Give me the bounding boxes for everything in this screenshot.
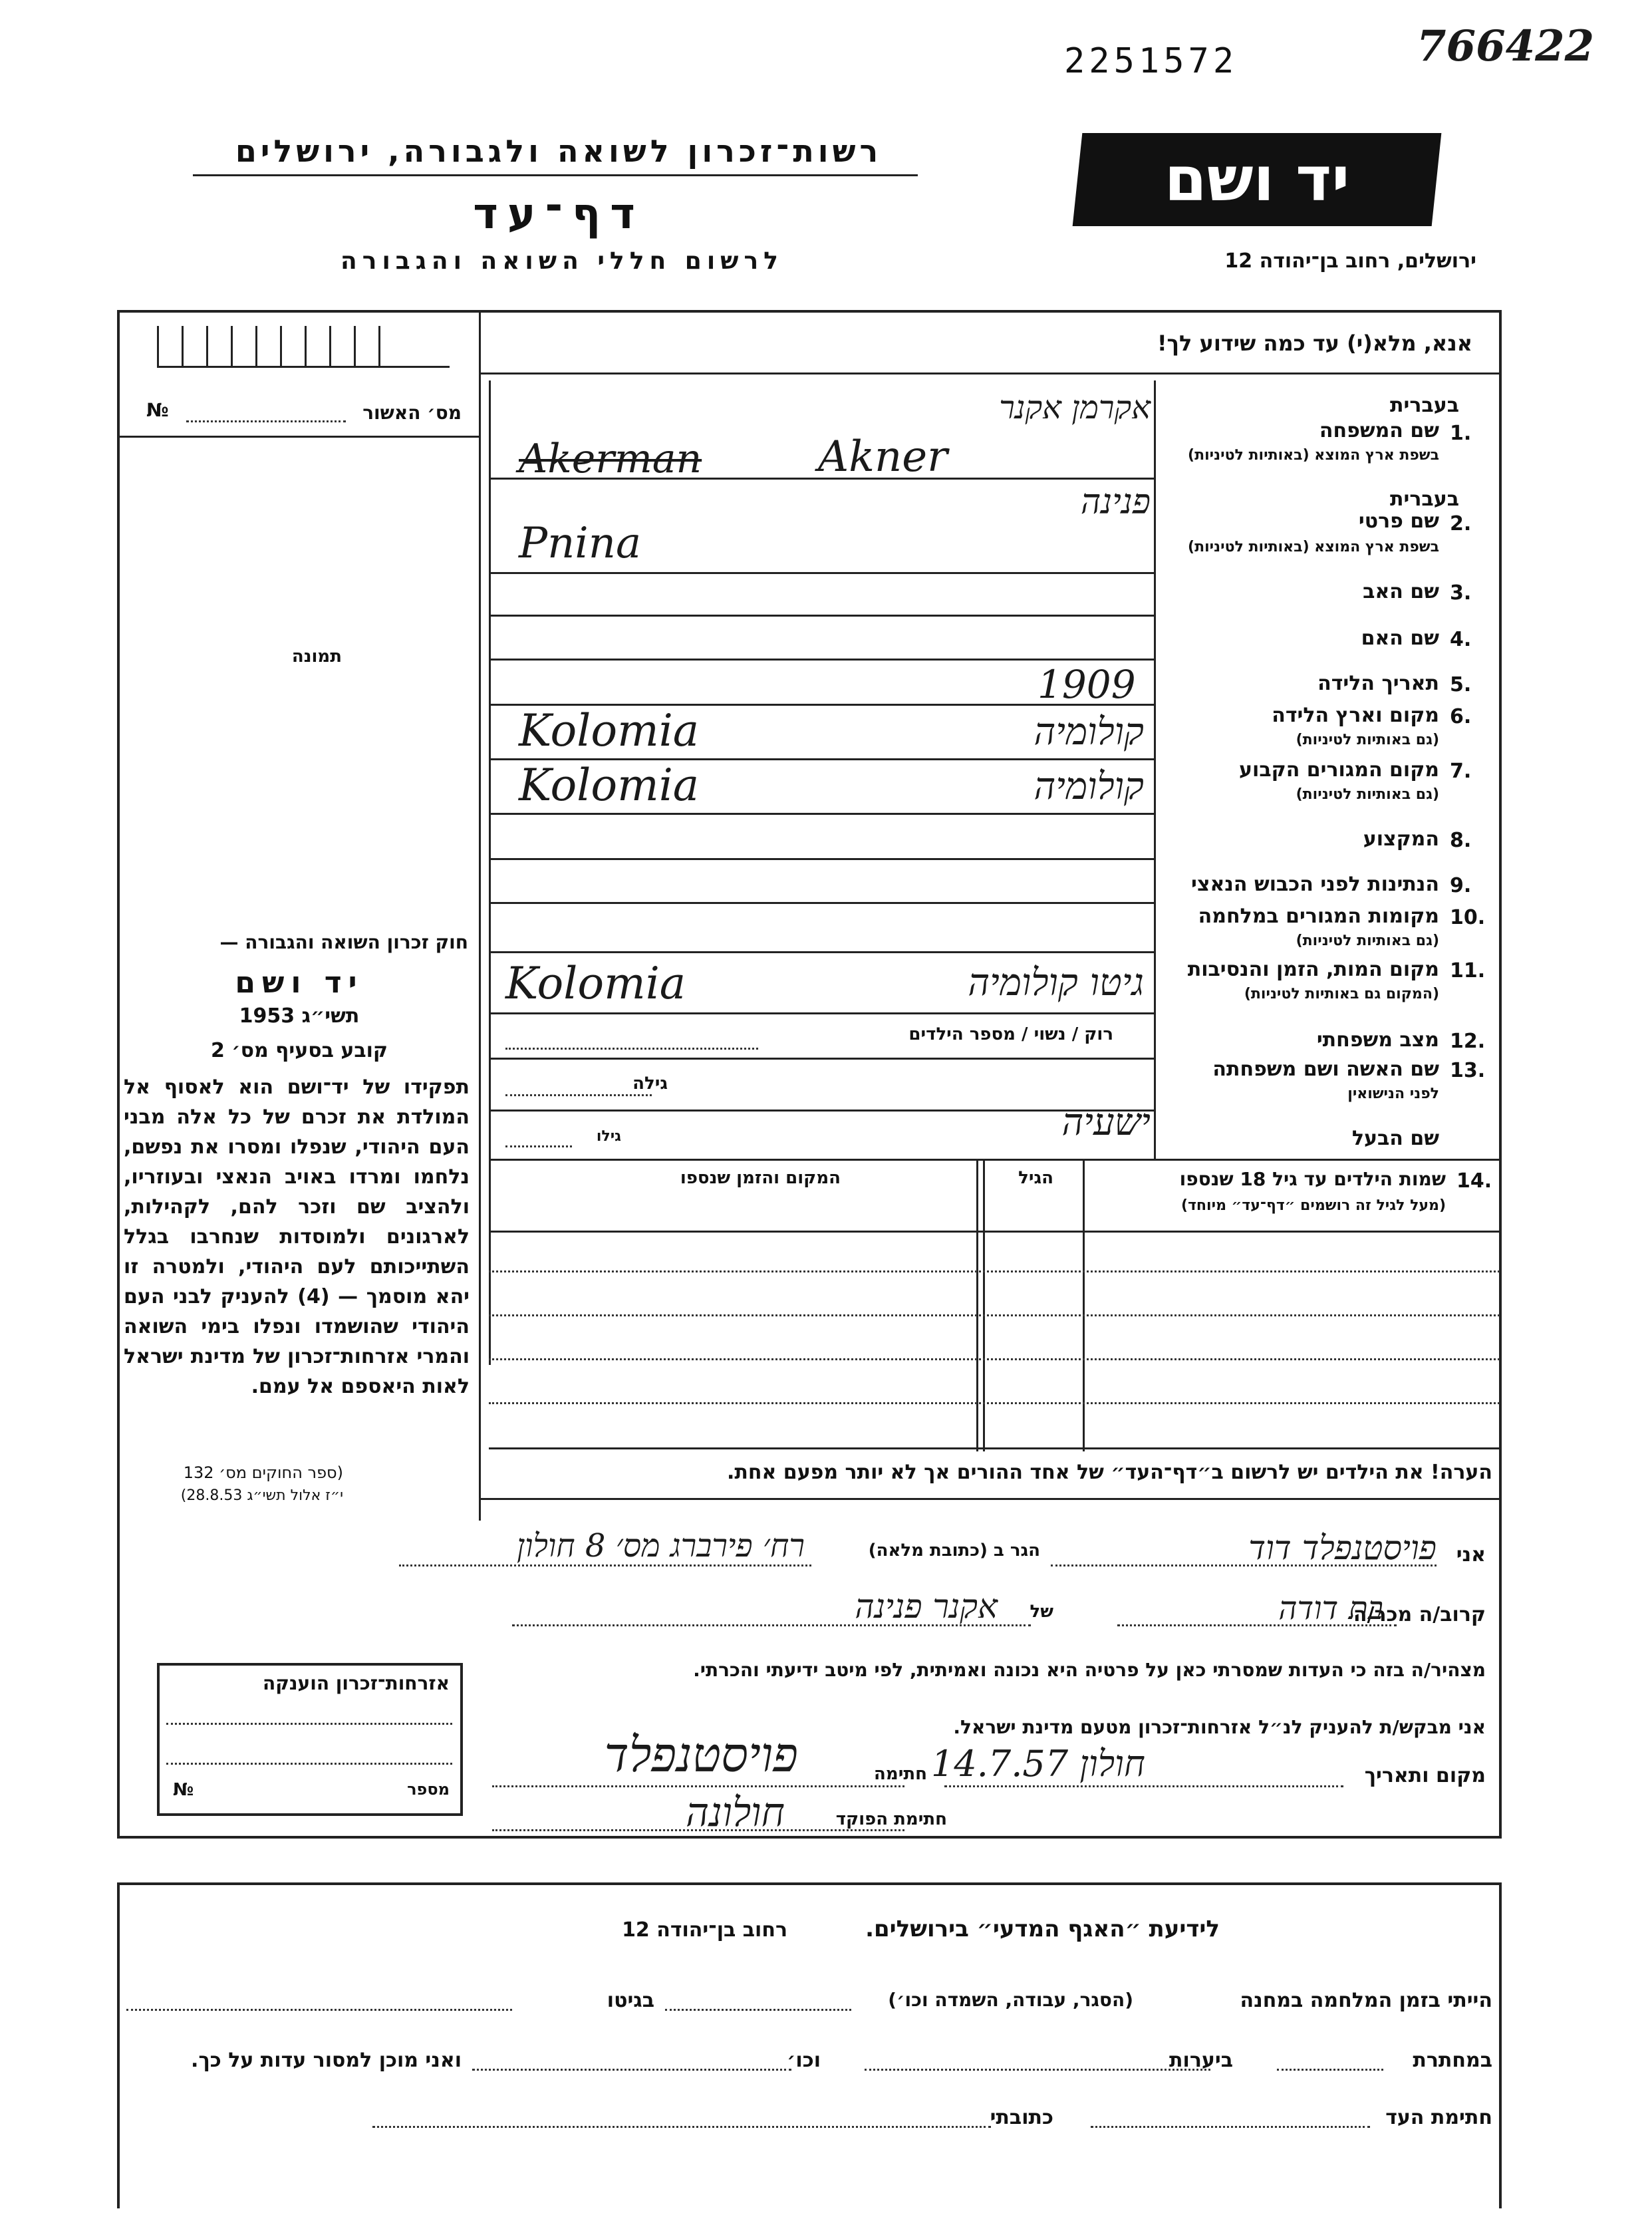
place-date-line (944, 1785, 1343, 1787)
sidebar-year: תשי״ג 1953 (239, 1004, 360, 1028)
bottom-line2-dots-b (865, 2069, 1210, 2071)
field-label-7: מקום המגורים הקבוע (1239, 758, 1439, 782)
field-label-6: מקום וארץ הלידה (1272, 704, 1439, 727)
field-label-9: הנתינות לפני הכבוש הנאצי (1191, 873, 1439, 896)
form-title: דף־עד (473, 190, 644, 239)
citizenship-number-label: מספר (407, 1780, 450, 1799)
bottom-line3-b: כתובתי (990, 2106, 1053, 2129)
children-row-line (489, 1270, 1500, 1272)
place-date-label: מקום ותאריך (1364, 1764, 1486, 1787)
citizenship-box (157, 1663, 463, 1816)
field-sub-11: (המקום גם באותיות לטיניות) (1244, 986, 1439, 1002)
hw-residence-he: קולומיה (1033, 765, 1144, 808)
sidebar-law-ref: (ספר החוקים מס׳ 132 (183, 1463, 343, 1482)
hw-birth-year: 1909 (1037, 662, 1136, 707)
hw-relation: בת דודה (1278, 1590, 1383, 1627)
bottom-heading: לידיעת ״האגף המדעי״ בירושלים. (865, 1916, 1220, 1942)
children-num: 14. (1456, 1169, 1492, 1193)
citizenship-symbol: № (173, 1780, 194, 1800)
hw-declarant-name: פויסטנפלד דוד (1248, 1529, 1437, 1567)
bottom-line1-a: הייתי בזמן המלחמה במחנה (1240, 1989, 1492, 2012)
field-num-2: 2. (1450, 512, 1472, 535)
relative-label: קרוב/ה מכר/ה (1353, 1603, 1486, 1626)
bottom-line2-dots-a (1277, 2069, 1383, 2071)
field-sub-6: (גם באותיות לטיניות) (1296, 732, 1439, 748)
approval-number-line (186, 420, 346, 422)
bottom-line1-c: בגיטו (607, 1989, 654, 2012)
bottom-heading-address: רחוב בן־יהודה 12 (622, 1918, 787, 1942)
field-line (489, 1012, 1154, 1014)
children-header-line (489, 1231, 1500, 1233)
institution-underline (193, 174, 918, 176)
hw-husband: ישעיה (1061, 1101, 1151, 1144)
checkbox-strip (157, 326, 450, 368)
field-num-7: 7. (1450, 760, 1472, 783)
hw-residence-latin: Kolomia (519, 760, 700, 811)
children-col-place: המקום והזמן שנספו (680, 1168, 841, 1188)
field-line (489, 615, 1154, 617)
signature-label: חתימה (874, 1764, 927, 1784)
hw-family-latin: Akner (818, 432, 948, 482)
request-text: אני מבקש/ת להעניק לנ״ל אזרחות־זכרון מטעם מדינת ישראל. (953, 1716, 1486, 1738)
approval-number-label: מס׳ האשור (362, 402, 462, 424)
children-note: (מעל לגיל זה רושמים ״דף־עד״ מיוחד) (1180, 1197, 1446, 1214)
citizenship-line (166, 1763, 452, 1765)
children-row-line (489, 1358, 1500, 1360)
children-row-line (489, 1314, 1500, 1316)
approval-number-symbol: № (146, 399, 169, 421)
field-num-8: 8. (1450, 829, 1472, 852)
hw-first-he: פנינה (1080, 482, 1151, 522)
bottom-line3-dots-b (372, 2126, 991, 2128)
declaration-text: מצהיר/ה בזה כי העדות שמסרתי כאן על פרטיה היא נכונה ואמיתית, לפי מיטב ידיעתי והכרתי. (693, 1659, 1486, 1681)
children-col-divider-2 (976, 1159, 978, 1451)
field-label-5: תאריך הלידה (1317, 672, 1439, 695)
bottom-line2-dots-c (472, 2069, 791, 2071)
age-line-wife (505, 1094, 652, 1096)
officer-signature-label: חתימת הפוקד (835, 1809, 947, 1829)
i-label: אני (1456, 1543, 1486, 1566)
field-line (489, 572, 1154, 574)
photo-label: תמונה (291, 647, 342, 667)
hw-family-he: אקרמן אקנר (999, 389, 1151, 426)
bottom-line1-dots-a (665, 2009, 851, 2011)
field-line (489, 1058, 1154, 1060)
field-sub-2: בשפת ארץ המוצא (באותיות לטיניות) (1188, 539, 1439, 555)
answer-left-border (489, 380, 491, 1365)
bottom-line2-c: וכו׳ (787, 2049, 821, 2072)
field-line (489, 813, 1154, 815)
hw-death-place-he: גיטו קולומיה (968, 961, 1144, 1004)
field-line (489, 659, 1154, 661)
hw-family-latin-crossed: Akerman (519, 436, 702, 482)
field-label-3: שם האב (1363, 580, 1439, 603)
logo-text: יד ושם (1164, 144, 1350, 215)
hw-death-place-latin: Kolomia (505, 958, 686, 1009)
sidebar-section: קובע בסעיף מס׳ 2 (210, 1039, 388, 1062)
bottom-line2-b: ביערות (1169, 2049, 1233, 2072)
field-num-11: 11. (1450, 959, 1486, 982)
in-hebrew-2: בעברית (1390, 488, 1459, 511)
sidebar-logo: יד ושם (235, 966, 364, 1000)
citizenship-title: אזרחות־זכרון הוענקה (263, 1672, 450, 1694)
field-line (489, 951, 1154, 953)
logo-address: ירושלים, רחוב בן־יהודה 12 (1224, 249, 1476, 273)
children-col-divider-2b (983, 1159, 985, 1451)
address-line (399, 1564, 811, 1566)
sidebar-law-text: תפקידו של יד־ושם הוא לאסוף אל המולדת את זכרם של כל אלה מבני העם היהודי, שנפלו ומסרו את נפשם, נלחמו ומרדו באויב הנאצי ובעוזריו, ולהציב שם וזכר להם, לקהילות, לארגונים ולמוסדות שנחרבו בגלל השתייכותם לעם היהודי, ולמטרה זו יהא מוסמך — (4) להעניק לבני העם היהודי שהושמדו ונפלו בימי השואה והמרי אזרחות־זכרון של מדינת ישראל לאות היאספם אל עמם. (124, 1076, 470, 1398)
age-label-wife: גילה (632, 1074, 668, 1094)
hw-place-date: חולון 14.7.57 (931, 1743, 1145, 1785)
bottom-line2-a: במחתרת (1413, 2049, 1492, 2072)
children-row-line (489, 1402, 1500, 1404)
children-col-divider-1 (1083, 1159, 1085, 1451)
field-num-12: 12. (1450, 1030, 1486, 1053)
yad-vashem-logo (1073, 133, 1442, 226)
appeal-row-bottom (479, 372, 1500, 374)
bottom-line1-dots-b (126, 2009, 512, 2011)
bottom-line3-a: חתימת העד (1385, 2106, 1492, 2129)
archive-number: 2251572 (1064, 41, 1238, 81)
label-column-divider (1154, 380, 1156, 1159)
handwritten-reference: 766422 (1417, 21, 1595, 71)
law-title: חוק זכרון השואה והגבורה — (219, 931, 468, 953)
of-label: של (1030, 1602, 1053, 1622)
hw-relation-of: אקנר פנינה (855, 1587, 998, 1626)
hw-birth-place-latin: Kolomia (519, 705, 700, 756)
field-line (489, 858, 1154, 860)
institution-name: רשות־זכרון לשואה ולגבורה, ירושלים (235, 133, 883, 169)
children-title: שמות הילדים עד גיל 18 שנספו (1179, 1168, 1446, 1190)
hw-signature: פויסטנפלד (604, 1727, 798, 1783)
field-num-6: 6. (1450, 705, 1472, 728)
field-label-4: שם האם (1361, 627, 1439, 650)
field-label-2: שם פרטי (1358, 510, 1439, 533)
age-label-husband: גילו (596, 1128, 621, 1145)
field-sub-1: בשפת ארץ המוצא (באותיות לטיניות) (1188, 447, 1439, 464)
field-label-10: מקומות המגורים במלחמה (1198, 905, 1439, 928)
field-sub-7: (גם באותיות לטיניות) (1296, 786, 1439, 803)
field-line (489, 1159, 1500, 1161)
approval-row-bottom (120, 436, 479, 438)
bottom-line3-dots-a (1091, 2126, 1370, 2128)
sidebar-law-date: י״ז אלול תשי״ג 28.8.53) (180, 1487, 343, 1504)
hw-first-latin: Pnina (519, 519, 642, 568)
bottom-line2-d: ואני מוכן למסור עדות על כך. (191, 2049, 462, 2072)
bottom-line1-b: (הסגר, עבודה, השמדה וכו׳) (888, 1989, 1133, 2011)
remark-bottom (479, 1498, 1500, 1500)
marital-options: רוק / נשוי / מספר הילדים (908, 1024, 1113, 1044)
field-num-4: 4. (1450, 628, 1472, 651)
field-sub-10: (גם באותיות לטיניות) (1296, 933, 1439, 949)
field-num-5: 5. (1450, 673, 1472, 696)
signature-line (492, 1785, 904, 1787)
in-hebrew-1: בעברית (1390, 394, 1459, 417)
hw-birth-place-he: קולומיה (1033, 710, 1144, 754)
field-num-13: 13. (1450, 1059, 1486, 1082)
field-sub-13: לפני הנישואין (1347, 1086, 1439, 1102)
field-line (489, 902, 1154, 904)
field-num-1: 1. (1450, 422, 1472, 445)
field-label-12: מצב משפחתי (1316, 1028, 1439, 1052)
field-num-3: 3. (1450, 581, 1472, 605)
husband-label: שם הבעל (1351, 1127, 1439, 1150)
age-line-husband (505, 1145, 572, 1147)
form-subtitle: לרשום חללי השואה והגבורה (341, 247, 783, 275)
bottom-frame (117, 1882, 1502, 2208)
children-remark: הערה! את הילדים יש לרשום ב״דף־העד״ של אחד ההורים אך לא יותר מפעם אחת. (727, 1461, 1492, 1484)
citizenship-line (166, 1723, 452, 1725)
resides-label: הגר ב (כתובת מלאה) (868, 1541, 1040, 1561)
hw-declarant-address: רח׳ פירברג מס׳ 8 חולון (516, 1527, 805, 1564)
field-label-1: שם המשפחה (1319, 419, 1439, 442)
field-num-10: 10. (1450, 906, 1486, 929)
hw-officer-signature: חולונה (686, 1789, 785, 1836)
sidebar-divider (479, 310, 481, 1521)
marital-line (505, 1048, 758, 1050)
children-col-age: הגיל (1018, 1168, 1053, 1188)
field-label-13: שם האשה ושם משפחתה (1212, 1058, 1439, 1081)
field-label-8: המקצוע (1363, 827, 1439, 851)
children-table-bottom (489, 1447, 1500, 1449)
field-num-9: 9. (1450, 874, 1472, 897)
field-label-11: מקום המות, הזמן והנסיבות (1187, 958, 1439, 981)
appeal-text: אנא, מלא(י) עד כמה שידוע לך! (1157, 331, 1472, 356)
